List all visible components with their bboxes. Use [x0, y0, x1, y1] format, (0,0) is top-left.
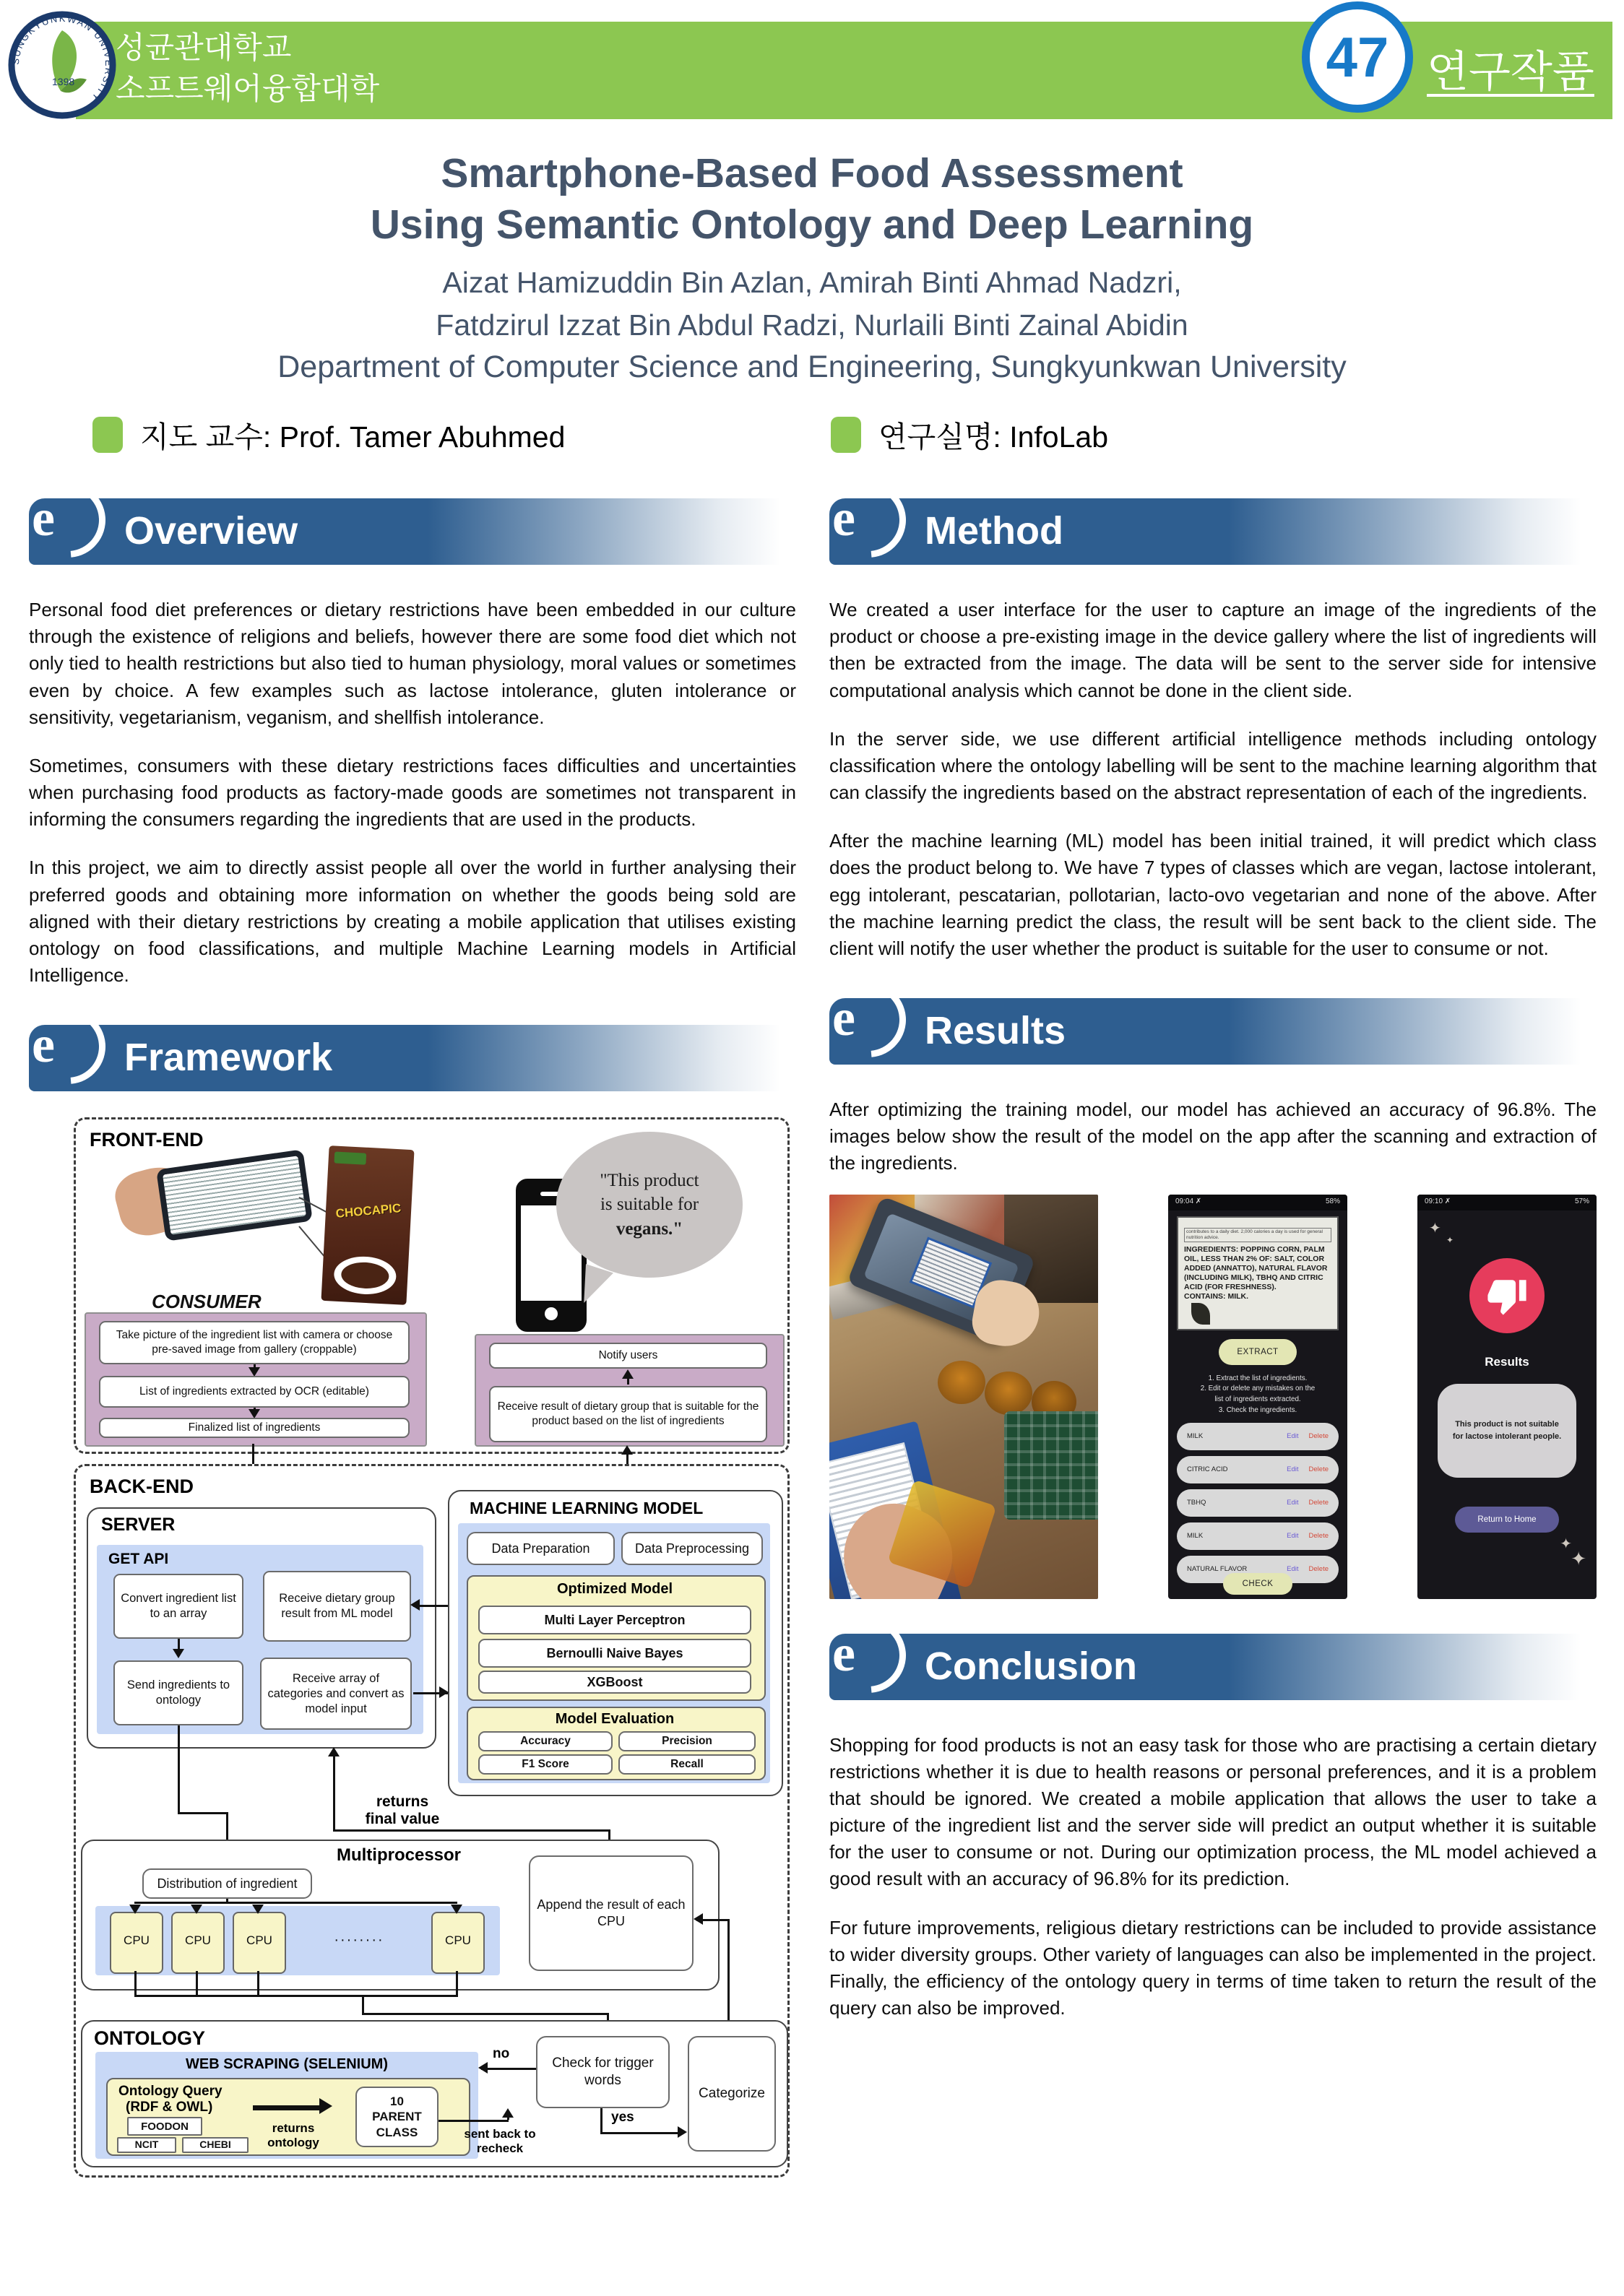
framework-section-bar	[29, 1015, 796, 1091]
arrow-right-icon	[678, 2126, 687, 2138]
back-end-label: BACK-END	[90, 1476, 194, 1498]
cpu-box: CPU	[171, 1912, 225, 1974]
arrow-up-icon	[502, 2108, 514, 2118]
sparkle-icon: ✦	[1429, 1220, 1441, 1236]
receive-array-box: Receive array of categories and convert as model input	[260, 1658, 412, 1730]
conclusion-section-bar	[829, 1624, 1597, 1700]
connector-line	[134, 1902, 457, 1904]
model-bnb: Bernoulli Naive Bayes	[478, 1639, 751, 1668]
connector-line	[253, 2105, 325, 2110]
connector-line	[456, 1971, 458, 1997]
instructions: 1. Extract the list of ingredients. 2. Edit or delete any mistakes on the list of ingredients extracted. 3. Check the ingredients.	[1200, 1374, 1316, 1414]
arrow-left-icon	[478, 2062, 488, 2074]
categorize-box: Categorize	[688, 2036, 776, 2152]
method-paragraph-3: After the machine learning (ML) model has been initial trained, it will predict which class does the product belong to. We have 7 types of classes which are vegan, lactose intolerant, egg intolerant, pescatarian, pollotarian, lacto-ovo vegetarian and none of the above. After the machine learning predict the class, the result will be sent back to the client side. The client will notify the user whether the product is suitable for the user to consume or not.	[829, 830, 1597, 959]
server-label: SERVER	[101, 1515, 176, 1535]
sparkle-icon: ✦	[1571, 1547, 1586, 1569]
delete-button: Delete	[1308, 1565, 1329, 1574]
cpu-box: CPU	[431, 1912, 485, 1974]
results-paragraph: After optimizing the training model, our model has achieved an accuracy of 96.8%. The images below show the result of the model on the app after the scanning and extraction of the ingredients.	[829, 1099, 1597, 1174]
svg-text:SUNGKYUNKWAN UNIVERSITY: SUNGKYUNKWAN UNIVERSITY	[9, 12, 115, 105]
no-label: no	[493, 2046, 510, 2062]
connector-line	[196, 1971, 198, 1997]
ontology-query-title-2: (RDF & OWL)	[126, 2100, 213, 2115]
college-name: 소프트웨어융합대학	[116, 71, 380, 105]
university-name: 성균관대학교	[116, 30, 292, 64]
result-app-screen	[1417, 1195, 1597, 1599]
append-result-box: Append the result of each CPU	[529, 1855, 694, 1971]
ontology-query-title-1: Ontology Query	[118, 2084, 223, 2100]
connector-line	[481, 2068, 536, 2070]
bubble-line-3: vegans."	[616, 1219, 683, 1239]
connector-line	[333, 1750, 335, 1829]
returns-ontology-label: returns ontology	[267, 2121, 319, 2149]
connector-line	[178, 1812, 228, 1814]
title-line-1: Smartphone-Based Food Assessment	[441, 150, 1183, 196]
data-preprocessing-box: Data Preprocessing	[621, 1532, 763, 1565]
overview-section-bar	[29, 489, 796, 565]
entry-badge	[1302, 1, 1410, 110]
ml-model-title: MACHINE LEARNING MODEL	[470, 1499, 704, 1518]
connector-line	[727, 1919, 730, 2033]
e-decoration-icon: e	[30, 482, 105, 558]
bubble-line-1: "This product	[600, 1170, 699, 1190]
data-preparation-box: Data Preparation	[467, 1532, 615, 1565]
label-ingredients-text: INGREDIENTS: POPPING CORN, PALM OIL, LESS THAN 2% OF: SALT, COLOR ADDED (ANNATTO), NATURAL FLAVOR (INCLUDING MILK), TBHQ AND CITRIC ACID (FOR FRESHNESS).	[1184, 1244, 1328, 1292]
overview-paragraph-1: Personal food diet preferences or dietary restrictions have been embedded in our culture through the existence of religions and beliefs, however there are some food diet which not only tied to health restrictions but also tied to human physiology, moral values or sometimes even by choice. A few examples such as lactose intolerance, gluten intolerance or sensitivity, vegetarianism, veganism, and shellfish intolerance.	[29, 599, 796, 728]
convert-array-box: Convert ingredient list to an array	[113, 1574, 243, 1639]
extract-button: EXTRACT	[1219, 1339, 1297, 1365]
lab-label: 연구실명: InfoLab	[878, 420, 1108, 454]
e-decoration-icon: e	[30, 1009, 105, 1084]
ingredient-row: CITRIC ACID Edit Delete	[1177, 1456, 1339, 1483]
method-section-title: Method	[925, 509, 1063, 553]
connector-line	[178, 1725, 180, 1812]
e-decoration-icon: e	[831, 482, 906, 558]
model-xgboost: XGBoost	[478, 1671, 751, 1694]
status-bar	[1168, 1195, 1347, 1210]
title-block	[0, 148, 1624, 385]
ncit-box: NCIT	[117, 2137, 176, 2153]
arrow-up-icon	[622, 1369, 634, 1379]
ingredient-row: MILK Edit Delete	[1177, 1423, 1339, 1450]
delete-button: Delete	[1308, 1432, 1329, 1441]
return-home-button: Return to Home	[1455, 1507, 1559, 1533]
cereal-brand-label: CHOCAPIC	[334, 1201, 402, 1221]
connector-line	[257, 1971, 259, 1997]
finalized-step: Finalized list of ingredients	[99, 1418, 410, 1438]
authors	[0, 261, 1624, 347]
authors-line-2: Fatdzirul Izzat Bin Abdul Radzi, Nurlaili Binti Zainal Abidin	[436, 308, 1188, 342]
connector-line	[362, 1995, 364, 2015]
check-trigger-box: Check for trigger words	[536, 2036, 670, 2108]
delete-button: Delete	[1308, 1532, 1329, 1541]
metric-precision: Precision	[618, 1731, 756, 1751]
status-battery: 58%	[1325, 1197, 1340, 1205]
metric-accuracy: Accuracy	[478, 1731, 613, 1751]
ingredient-label-on-screen	[163, 1156, 306, 1234]
arrow-down-icon	[451, 1905, 462, 1914]
skku-logo-icon	[7, 10, 117, 120]
cereal-box-image	[321, 1145, 414, 1305]
university-logo-icon	[7, 10, 117, 120]
arrow-down-icon	[173, 1649, 184, 1658]
entry-number: 47	[1302, 1, 1413, 113]
arrow-right-icon	[439, 1686, 449, 1698]
label-top-text: contributes to a daily diet. 2,000 calories a day is used for general nutrition advice.	[1184, 1228, 1331, 1242]
affiliation: Department of Computer Science and Engineering, Sungkyunkwan University	[277, 350, 1347, 385]
web-scraping-title: WEB SCRAPING (SELENIUM)	[186, 2056, 388, 2073]
model-mlp: Multi Layer Perceptron	[478, 1606, 751, 1634]
ocr-step: List of ingredients extracted by OCR (editable)	[99, 1376, 410, 1408]
result-message-card: This product is not suitable for lactose intolerant people.	[1438, 1384, 1576, 1478]
cpu-box: CPU	[110, 1912, 163, 1974]
notify-users-step: Notify users	[489, 1343, 767, 1369]
advisor-bullet-icon	[92, 417, 123, 453]
ingredient-row: MILK Edit Delete	[1177, 1522, 1339, 1550]
distribution-box: Distribution of ingredient	[142, 1868, 312, 1899]
results-section-title: Results	[925, 1009, 1066, 1053]
cpu-box: CPU	[233, 1912, 286, 1974]
conclusion-paragraph-1: Shopping for food products is not an easy task for those who are practising a certain dietary restrictions whether it is due to health reasons or personal preferences, and it is a problem that should be ignored. We created a mobile application that allows the user to take a picture of the ingredient list and the server side will predict an output whether it is suitable for the user to consume or not. During our optimization process, the ML model achieved a good result with an accuracy of 96.8% for its prediction.	[829, 1733, 1597, 1890]
consumer-label: CONSUMER	[152, 1291, 262, 1313]
lab-item	[831, 413, 1108, 456]
arrow-up-icon	[621, 1445, 633, 1455]
status-battery: 57%	[1574, 1197, 1589, 1205]
check-button: CHECK	[1223, 1573, 1292, 1595]
e-decoration-icon: e	[831, 982, 906, 1057]
receive-result-step: Receive result of dietary group that is suitable for the product based on the list of ingredients	[489, 1386, 767, 1442]
delete-button: Delete	[1308, 1499, 1329, 1507]
framework-diagram	[74, 1117, 796, 2179]
conclusion-section-title: Conclusion	[925, 1644, 1137, 1688]
svg-text:1398: 1398	[52, 76, 75, 87]
edit-button: Edit	[1287, 1565, 1299, 1574]
framework-section-title: Framework	[124, 1036, 333, 1080]
store-scanning-photo	[829, 1195, 1098, 1599]
thumbs-down-icon	[1486, 1275, 1528, 1317]
conclusion-paragraph-2: For future improvements, religious dietary restrictions can be included to provide assistance to wider diversity groups. Other variety of languages can also be implemented in the project. Finally, the efficiency of the ontology query in terms of time taken to return the result of the query can also be improved.	[829, 1916, 1597, 2019]
arrow-down-icon	[129, 1905, 141, 1914]
connector-line	[134, 1971, 137, 1997]
results-screen-title: Results	[1485, 1354, 1529, 1369]
results-section-bar	[829, 989, 1597, 1065]
parent-class-box: 10 PARENT CLASS	[355, 2087, 439, 2147]
connector-line	[439, 2120, 509, 2122]
multiprocessor-title: Multiprocessor	[336, 1845, 462, 1866]
recheck-label: sent back to recheck	[464, 2127, 536, 2155]
results-screenshots-row	[829, 1195, 1597, 1599]
take-picture-step: Take picture of the ingredient list with camera or choose pre-saved image from gallery (croppable)	[99, 1321, 410, 1364]
method-section-bar	[829, 489, 1597, 565]
connector-line	[362, 2013, 609, 2015]
advisor-label: 지도 교수: Prof. Tamer Abuhmed	[140, 420, 566, 454]
receive-dietary-box: Receive dietary group result from ML model	[263, 1571, 411, 1642]
e-decoration-icon: e	[831, 1618, 906, 1693]
method-paragraph-2: In the server side, we use different artificial intelligence methods including ontology classification where the ontology labelling will be sent to the machine learning algorithm that can classify the ingredients based on the abstract representation of each of the ingredients.	[829, 727, 1597, 804]
lab-bullet-icon	[831, 417, 861, 453]
header-university-text	[116, 27, 379, 109]
left-column	[29, 489, 796, 2179]
yes-label: yes	[611, 2110, 634, 2126]
sparkle-icon: ✦	[1446, 1234, 1454, 1245]
right-column	[829, 489, 1597, 2022]
delete-button: Delete	[1308, 1465, 1329, 1474]
arrow-down-icon	[252, 1905, 264, 1914]
thumbs-down-badge	[1469, 1258, 1545, 1333]
authors-line-1: Aizat Hamizuddin Bin Azlan, Amirah Binti Ahmad Nadzri,	[442, 265, 1182, 299]
cpu-ellipsis: ········	[334, 1932, 384, 1949]
edit-button: Edit	[1287, 1465, 1299, 1474]
connector-line	[333, 1829, 610, 1832]
label-contains-text: CONTAINS: MILK.	[1184, 1292, 1249, 1301]
model-evaluation-title: Model Evaluation	[555, 1711, 675, 1728]
connector-line	[600, 2132, 681, 2134]
returns-final-value-label: returns final value	[365, 1793, 440, 1828]
status-bar	[1417, 1195, 1597, 1210]
arrow-left-icon	[694, 1913, 703, 1925]
ingredient-row: TBHQ Edit Delete	[1177, 1489, 1339, 1517]
captured-label-image	[1177, 1216, 1339, 1330]
overview-paragraph-3: In this project, we aim to directly assist people all over the world in further analysing their preferred goods and obtaining more information on whether the goods being sold are aligned with their dietary restrictions by creating a mobile application that utilises existing ontology on food classifications, and multiple Machine Learning models in Artificial Intelligence.	[29, 857, 796, 987]
metric-recall: Recall	[618, 1754, 756, 1775]
foodon-box: FOODON	[127, 2117, 202, 2136]
connector-line	[134, 1995, 458, 1997]
chebi-box: CHEBI	[182, 2137, 249, 2153]
get-api-label: GET API	[108, 1551, 169, 1568]
arrow-down-icon	[191, 1905, 202, 1914]
connector-line	[600, 2108, 602, 2134]
ingredient-row: NATURAL FLAVOR Edit Delete	[1177, 1556, 1339, 1583]
edit-button: Edit	[1287, 1432, 1299, 1441]
status-time: 09:10 ✗	[1425, 1197, 1451, 1205]
extract-app-screen	[1168, 1195, 1347, 1599]
arrow-right-icon	[319, 2098, 332, 2114]
status-time: 09:04 ✗	[1175, 1197, 1202, 1205]
arrow-up-icon	[328, 1747, 340, 1756]
entry-category-link: 연구작품	[1427, 48, 1594, 96]
overview-paragraph-2: Sometimes, consumers with these dietary restrictions faces difficulties and uncertainties when purchasing food products as factory-made goods are sometimes not transparent in informing the consumers regarding the ingredients that are used in the products.	[29, 754, 796, 831]
front-end-label: FRONT-END	[90, 1129, 204, 1151]
edit-button: Edit	[1287, 1499, 1299, 1507]
sparkle-icon: ✦	[1560, 1535, 1572, 1552]
leaf-icon	[1191, 1303, 1210, 1325]
optimized-model-title: Optimized Model	[557, 1581, 673, 1598]
speech-bubble	[556, 1132, 743, 1278]
edit-button: Edit	[1287, 1532, 1299, 1541]
ontology-label: ONTOLOGY	[94, 2027, 206, 2050]
arrow-left-icon	[410, 1599, 420, 1611]
bubble-line-2: is suitable for	[600, 1195, 699, 1215]
advisor-item	[92, 413, 565, 456]
title-line-2: Using Semantic Ontology and Deep Learning	[370, 202, 1254, 248]
overview-section-title: Overview	[124, 509, 298, 553]
poster-title	[0, 148, 1624, 251]
method-paragraph-1: We created a user interface for the user to capture an image of the ingredients of the product or choose a pre-existing image in the device gallery where the list of ingredients will then be extracted from the image. The data will be sent to the server side for intensive computational analysis which cannot be done in the client side.	[829, 599, 1597, 701]
send-ontology-box: Send ingredients to ontology	[113, 1660, 243, 1725]
metric-f1: F1 Score	[478, 1754, 613, 1775]
